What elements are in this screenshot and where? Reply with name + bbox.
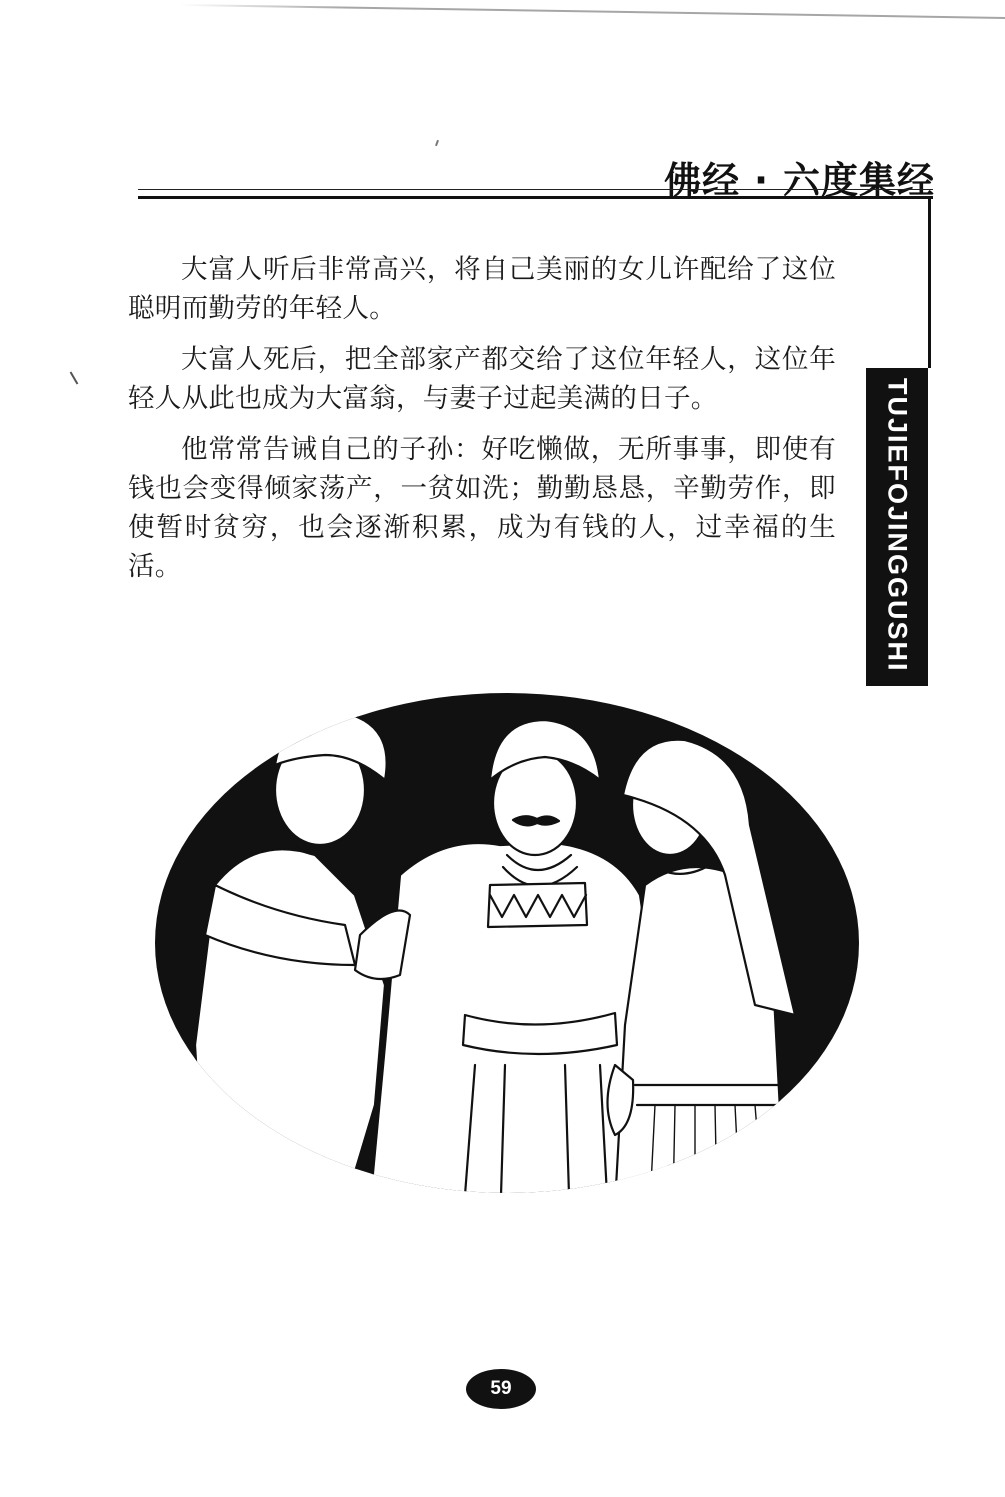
scan-mark [70,371,79,384]
header-rule-vertical [928,196,931,368]
side-tab-label: TUJIEFOJINGGUSHI [882,378,913,673]
paragraph: 他常常告诫自己的子孙：好吃懒做，无所事事，即使有钱也会变得倾家荡产，一贫如洗；勤勤恳恳，辛勤劳作，即使暂时贫穷，也会逐渐积累，成为有钱的人，过幸福的生活。 [128,434,836,582]
scan-edge-shadow [180,4,1005,19]
header-rule-thick [138,196,933,199]
robe-collar [488,883,587,927]
page-number: 59 [490,1378,512,1399]
paragraph: 大富人听后非常高兴，将自己美丽的女儿许配给了这位聪明而勤劳的年轻人。 [128,254,836,324]
story-text [128,250,836,598]
running-header-title: 佛经 · 六度集经 [664,159,935,202]
scan-speck [435,140,439,146]
three-figures-illustration [145,685,865,1195]
header-rule-thin [138,189,933,190]
paragraph: 大富人死后，把全部家产都交给了这位年轻人，这位年轻人从此也成为大富翁，与妻子过起美满的日子。 [128,344,836,414]
